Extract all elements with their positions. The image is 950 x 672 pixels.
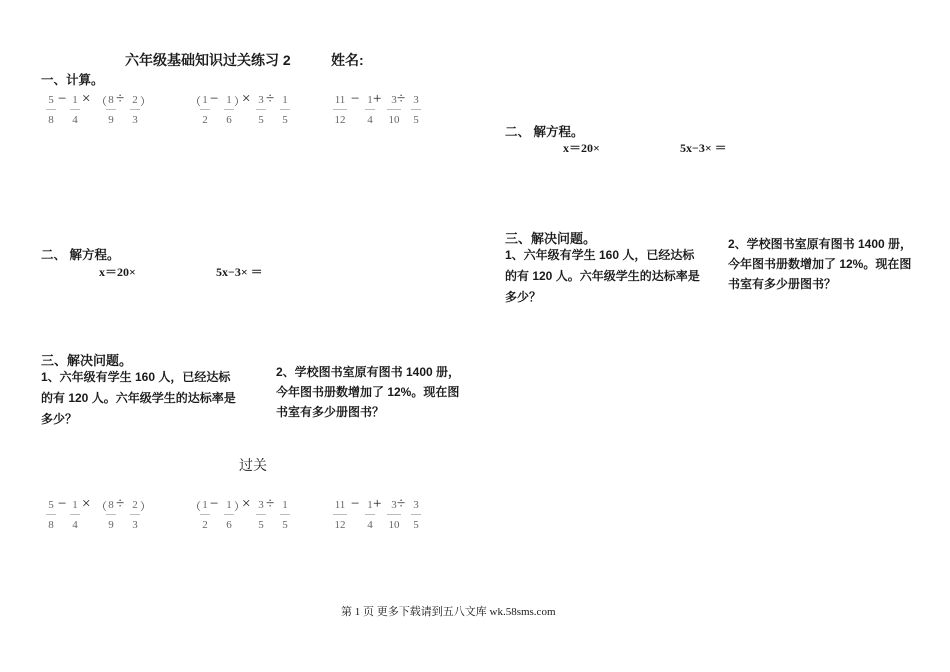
fraction [331, 91, 349, 131]
fraction-denominator: 4 [367, 519, 373, 531]
fraction-numerator: 8 [108, 499, 114, 511]
fraction-denominator: 10 [388, 114, 400, 126]
fraction-numerator: 1 [226, 499, 232, 511]
fraction-denominator: 12 [334, 114, 346, 126]
fraction-numerator: 1 [202, 499, 208, 511]
close-paren: ） [140, 96, 151, 108]
fraction-bar [200, 109, 210, 110]
fraction-numerator: 2 [132, 499, 138, 511]
fraction [409, 91, 423, 131]
name-label: 姓名: [331, 52, 364, 68]
fraction [278, 91, 292, 131]
fraction-numerator: 1 [72, 499, 78, 511]
fraction-numerator: 5 [48, 94, 54, 106]
open-paren: （ [190, 501, 201, 513]
fraction-bar [200, 514, 210, 515]
fraction-bar [387, 109, 401, 110]
fraction-numerator: 8 [108, 94, 114, 106]
fraction-numerator: 11 [334, 499, 346, 511]
fraction [44, 496, 58, 536]
guoguan-label: 过关 [239, 457, 267, 473]
fraction [44, 91, 58, 131]
fraction-bar [70, 514, 80, 515]
fraction-bar [387, 514, 401, 515]
divide-sign: ÷ [397, 91, 406, 107]
fraction-bar [106, 109, 116, 110]
divide-sign: ÷ [116, 91, 125, 107]
fraction-bar [256, 109, 266, 110]
fraction-denominator: 2 [202, 519, 208, 531]
fraction-bar [365, 514, 375, 515]
fraction [68, 91, 82, 131]
fraction-bar [365, 109, 375, 110]
fraction-denominator: 8 [48, 114, 54, 126]
fraction-numerator: 1 [226, 94, 232, 106]
fraction-bar [130, 109, 140, 110]
minus-sign: − [210, 496, 219, 512]
calc-heading: 一、计算。 [41, 73, 104, 87]
times-sign: × [82, 91, 91, 107]
fraction-denominator: 5 [258, 519, 264, 531]
close-paren: ） [234, 96, 245, 108]
calc-expression-2 [190, 91, 300, 131]
open-paren: （ [190, 96, 201, 108]
problem-1: 1、六年级有学生 160 人，已经达标的有 120 人。六年级学生的达标率是多少？ [41, 370, 236, 426]
calc-expression-2-repeat [190, 496, 300, 536]
close-paren: ） [140, 501, 151, 513]
fraction [409, 496, 423, 536]
fraction-bar [333, 109, 347, 110]
minus-sign: − [210, 91, 219, 107]
fraction-numerator: 1 [367, 499, 373, 511]
divide-sign: ÷ [397, 496, 406, 512]
fraction-numerator: 1 [282, 499, 288, 511]
open-paren: （ [96, 501, 107, 513]
minus-sign: − [351, 496, 360, 512]
minus-sign: − [58, 496, 67, 512]
plus-sign: + [373, 91, 382, 107]
problem-heading: 三、解决问题。 [41, 353, 133, 368]
fraction-bar [106, 514, 116, 515]
fraction-numerator: 2 [132, 94, 138, 106]
open-paren: （ [96, 96, 107, 108]
close-paren: ） [234, 501, 245, 513]
fraction-denominator: 5 [413, 114, 419, 126]
minus-sign: − [58, 91, 67, 107]
fraction-denominator: 4 [72, 519, 78, 531]
fraction-numerator: 1 [282, 94, 288, 106]
right-equation-heading: 二、 解方程。 [505, 125, 584, 139]
fraction-denominator: 5 [282, 114, 288, 126]
problem-2: 2、学校图书室原有图书 1400 册，今年图书册数增加了 12%。现在图书室有多少册图书？ [276, 365, 461, 419]
fraction-bar [280, 514, 290, 515]
times-sign: × [242, 496, 251, 512]
fraction-bar [46, 514, 56, 515]
fraction-bar [411, 109, 421, 110]
fraction-numerator: 3 [391, 499, 397, 511]
calc-expression-1 [44, 91, 164, 131]
right-equation-2: 5x−3× ＝ [680, 141, 727, 155]
fraction-denominator: 8 [48, 519, 54, 531]
right-problem-heading: 三、解决问题。 [505, 231, 597, 246]
fraction-numerator: 3 [413, 94, 419, 106]
fraction-bar [224, 514, 234, 515]
fraction [68, 496, 82, 536]
divide-sign: ÷ [116, 496, 125, 512]
fraction-numerator: 11 [334, 94, 346, 106]
divide-sign: ÷ [266, 91, 275, 107]
calc-expression-3 [331, 91, 441, 131]
fraction-denominator: 4 [72, 114, 78, 126]
fraction-bar [256, 514, 266, 515]
fraction-bar [130, 514, 140, 515]
worksheet-title: 六年级基础知识过关练习 2 [125, 52, 291, 68]
fraction-denominator: 2 [202, 114, 208, 126]
equation-heading: 二、 解方程。 [41, 248, 120, 262]
fraction-numerator: 3 [258, 94, 264, 106]
fraction-denominator: 5 [258, 114, 264, 126]
right-problem-2: 2、学校图书室原有图书 1400 册，今年图书册数增加了 12%。现在图书室有多少册图书？ [728, 237, 913, 291]
times-sign: × [242, 91, 251, 107]
fraction-denominator: 6 [226, 114, 232, 126]
fraction-numerator: 5 [48, 499, 54, 511]
fraction-denominator: 12 [334, 519, 346, 531]
equation-1: x＝20× [99, 265, 136, 279]
page-footer: 第 1 页 更多下载请到五八文库 wk.58sms.com [341, 606, 556, 618]
calc-expression-3-repeat [331, 496, 441, 536]
times-sign: × [82, 496, 91, 512]
fraction [278, 496, 292, 536]
fraction-numerator: 3 [391, 94, 397, 106]
minus-sign: − [351, 91, 360, 107]
fraction-numerator: 3 [413, 499, 419, 511]
fraction-denominator: 10 [388, 519, 400, 531]
fraction-numerator: 1 [367, 94, 373, 106]
fraction-denominator: 5 [282, 519, 288, 531]
fraction-bar [46, 109, 56, 110]
fraction-bar [411, 514, 421, 515]
fraction-denominator: 3 [132, 519, 138, 531]
fraction-bar [280, 109, 290, 110]
equation-2: 5x−3× ＝ [216, 265, 263, 279]
fraction-denominator: 9 [108, 114, 114, 126]
plus-sign: + [373, 496, 382, 512]
calc-expression-1-repeat [44, 496, 164, 536]
fraction-bar [224, 109, 234, 110]
fraction-numerator: 1 [72, 94, 78, 106]
fraction-denominator: 4 [367, 114, 373, 126]
right-problem-1: 1、六年级有学生 160 人，已经达标的有 120 人。六年级学生的达标率是多少？ [505, 248, 700, 304]
fraction-denominator: 5 [413, 519, 419, 531]
fraction-denominator: 9 [108, 519, 114, 531]
fraction-denominator: 6 [226, 519, 232, 531]
fraction-numerator: 1 [202, 94, 208, 106]
right-equation-1: x＝20× [563, 141, 600, 155]
fraction-denominator: 3 [132, 114, 138, 126]
fraction-bar [333, 514, 347, 515]
fraction [331, 496, 349, 536]
divide-sign: ÷ [266, 496, 275, 512]
fraction-bar [70, 109, 80, 110]
fraction-numerator: 3 [258, 499, 264, 511]
